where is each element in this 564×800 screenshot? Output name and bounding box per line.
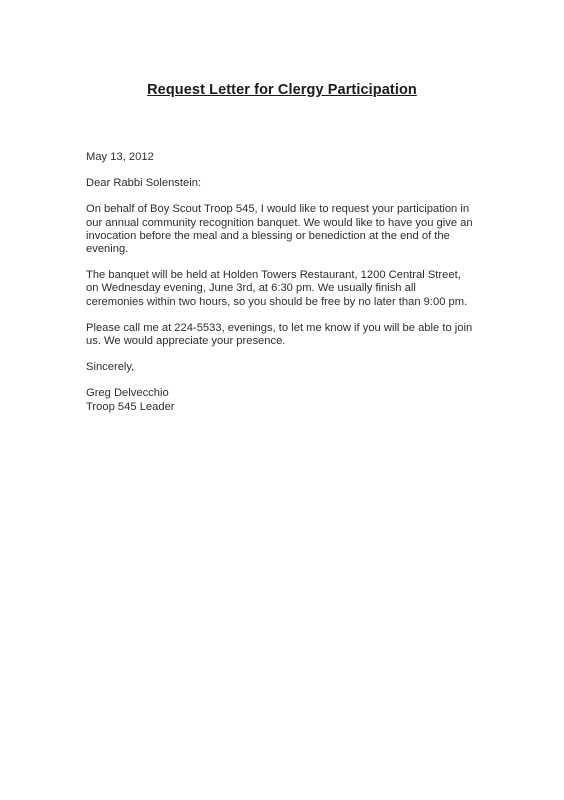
paragraph-line: us. We would appreciate your presence. [86,335,286,348]
paragraph-request [86,203,486,256]
signer-title: Troop 545 Leader [86,400,175,413]
signature-block [86,387,486,413]
letter-salutation: Dear Rabbi Solenstein: [86,177,202,190]
paragraph-line: The banquet will be held at Holden Towers Restaurant, 1200 Central Street, [86,269,461,282]
paragraph-line: Please call me at 224-5533, evenings, to let me know if you will be able to join [86,321,473,334]
paragraph-line: on Wednesday evening, June 3rd, at 6:30 pm. We usually finish all [86,282,416,295]
letter-date: May 13, 2012 [86,151,154,163]
paragraph-line: On behalf of Boy Scout Troop 545, I would like to request your participation in [86,203,470,216]
letter-closing: Sincerely, [86,361,135,374]
signer-name: Greg Delvecchio [86,387,169,400]
paragraph-details [86,269,486,309]
paragraph-line: invocation before the meal and a blessing or benediction at the end of the [86,229,450,242]
letter-body [86,151,486,414]
letter-title: Request Letter for Clergy Participation [147,82,417,98]
paragraph-line: evening. [86,243,129,256]
paragraph-contact [86,322,486,348]
paragraph-line: ceremonies within two hours, so you should be free by no later than 9:00 pm. [86,295,468,308]
paragraph-line: our annual community recognition banquet. We would like to have you give an [86,216,473,229]
